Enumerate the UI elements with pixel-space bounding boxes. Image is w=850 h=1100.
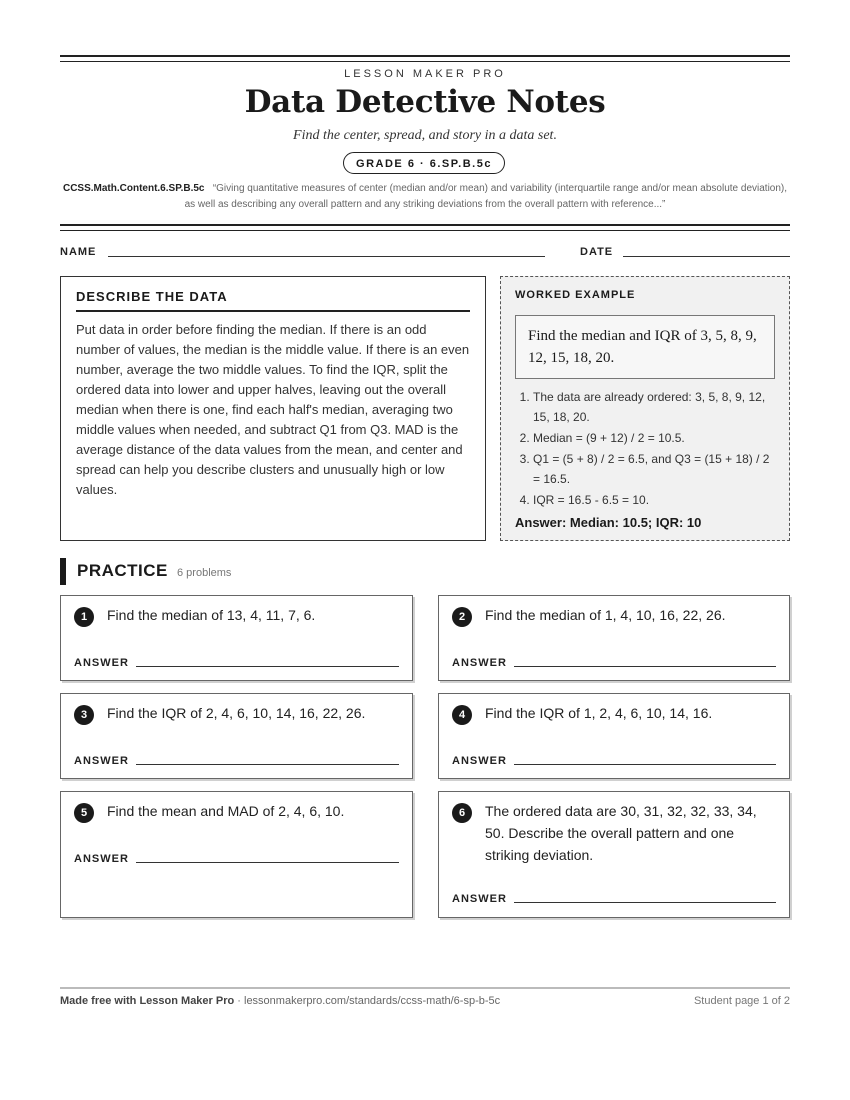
answer-label: ANSWER: [74, 755, 129, 767]
problem-number: 5: [74, 803, 94, 823]
answer-field[interactable]: [136, 862, 399, 863]
problem-question: Find the median of 1, 4, 10, 16, 22, 26.: [485, 607, 726, 623]
problem-question: Find the mean and MAD of 2, 4, 6, 10.: [107, 803, 345, 819]
worksheet-page: [60, 0, 790, 1100]
date-field[interactable]: [623, 256, 790, 257]
problem-number: 6: [452, 803, 472, 823]
grade-badge: GRADE 6 · 6.SP.B.5c: [343, 152, 505, 174]
worked-example-step: 4. IQR = 16.5 - 6.5 = 10.: [533, 490, 775, 510]
answer-field[interactable]: [514, 666, 776, 667]
problem-number: 2: [452, 607, 472, 627]
practice-title: PRACTICE: [77, 561, 168, 580]
footer-rule: [60, 987, 790, 989]
page-title: Data Detective Notes: [244, 84, 606, 120]
problem-question: The ordered data are 30, 31, 32, 32, 33, 34, 50. Describe the overall pattern and one striking deviation.: [485, 803, 757, 863]
answer-field[interactable]: [514, 902, 776, 903]
problem-question: Find the IQR of 2, 4, 6, 10, 14, 16, 22, 26.: [107, 705, 366, 721]
worked-example-step: 2. Median = (9 + 12) / 2 = 10.5.: [533, 428, 775, 448]
worked-example-problem: Find the median and IQR of 3, 5, 8, 9, 12, 15, 18, 20.: [515, 315, 775, 379]
footer-made-with: Made free with Lesson Maker Pro: [60, 995, 235, 1007]
footer-url[interactable]: · lessonmakerpro.com/standards/ccss-math/6-sp-b-5c: [234, 995, 501, 1007]
footer-page-number: Student page 1 of 2: [693, 995, 790, 1007]
problem-card-2: [438, 595, 790, 681]
standard-description: [60, 181, 790, 213]
problem-number: 3: [74, 705, 94, 725]
name-label: NAME: [60, 246, 97, 258]
brand-name: LESSON MAKER PRO: [344, 68, 506, 80]
standard-code: CCSS.Math.Content.6.SP.B.5c: [62, 183, 205, 194]
practice-accent-bar: [60, 558, 66, 585]
worked-example-answer: Answer: Median: 10.5; IQR: 10: [515, 515, 702, 530]
answer-field[interactable]: [514, 764, 776, 765]
practice-count: 6 problems: [177, 567, 232, 579]
problem-card-3: [60, 693, 413, 779]
header-bottom-rule: [60, 224, 790, 231]
answer-label: ANSWER: [74, 657, 129, 669]
worked-example-box: [500, 276, 790, 541]
worked-example-steps: [515, 387, 775, 510]
answer-label: ANSWER: [452, 657, 507, 669]
answer-label: ANSWER: [74, 853, 129, 865]
page-subtitle: Find the center, spread, and story in a data set.: [293, 128, 557, 143]
footer-credit: [60, 995, 500, 1007]
problem-card-4: [438, 693, 790, 779]
answer-label: ANSWER: [452, 893, 507, 905]
problem-number: 1: [74, 607, 94, 627]
problem-card-6: [438, 791, 790, 918]
standard-text: “Giving quantitative measures of center (median and/or mean) and variability (interquartile range and/or mean absolute deviation), as well as describing any overall pattern and any striking deviations from the overall pattern with reference...”: [184, 183, 788, 210]
problem-question: Find the median of 13, 4, 11, 7, 6.: [107, 607, 316, 623]
worked-example-heading: WORKED EXAMPLE: [515, 289, 636, 301]
header-top-rule: [60, 55, 790, 62]
answer-field[interactable]: [136, 764, 399, 765]
answer-field[interactable]: [136, 666, 399, 667]
problem-card-1: [60, 595, 413, 681]
answer-label: ANSWER: [452, 755, 507, 767]
describe-heading: DESCRIBE THE DATA: [76, 289, 470, 312]
describe-the-data-box: [60, 276, 486, 541]
problem-card-5: [60, 791, 413, 918]
problem-number: 4: [452, 705, 472, 725]
worked-example-step: 3. Q1 = (5 + 8) / 2 = 6.5, and Q3 = (15 + 18) / 2 = 16.5.: [533, 449, 775, 489]
worked-example-step: 1. The data are already ordered: 3, 5, 8, 9, 12, 15, 18, 20.: [533, 387, 775, 427]
date-label: DATE: [580, 246, 614, 258]
name-field[interactable]: [108, 256, 545, 257]
problem-question: Find the IQR of 1, 2, 4, 6, 10, 14, 16.: [485, 705, 713, 721]
describe-body: Put data in order before finding the median. If there is an odd number of values, the median is the middle value. If there is an even number, average the two middle values. To find the IQR, split the ordered data into lower and upper halves, leaving out the overall median when there is one, find each half's median, averaging two middle values when needed, and subtract Q1 from Q3. MAD is the average distance of the data values from the mean, and center and spread can help you describe clusters and unusually high or low values.: [76, 322, 470, 497]
